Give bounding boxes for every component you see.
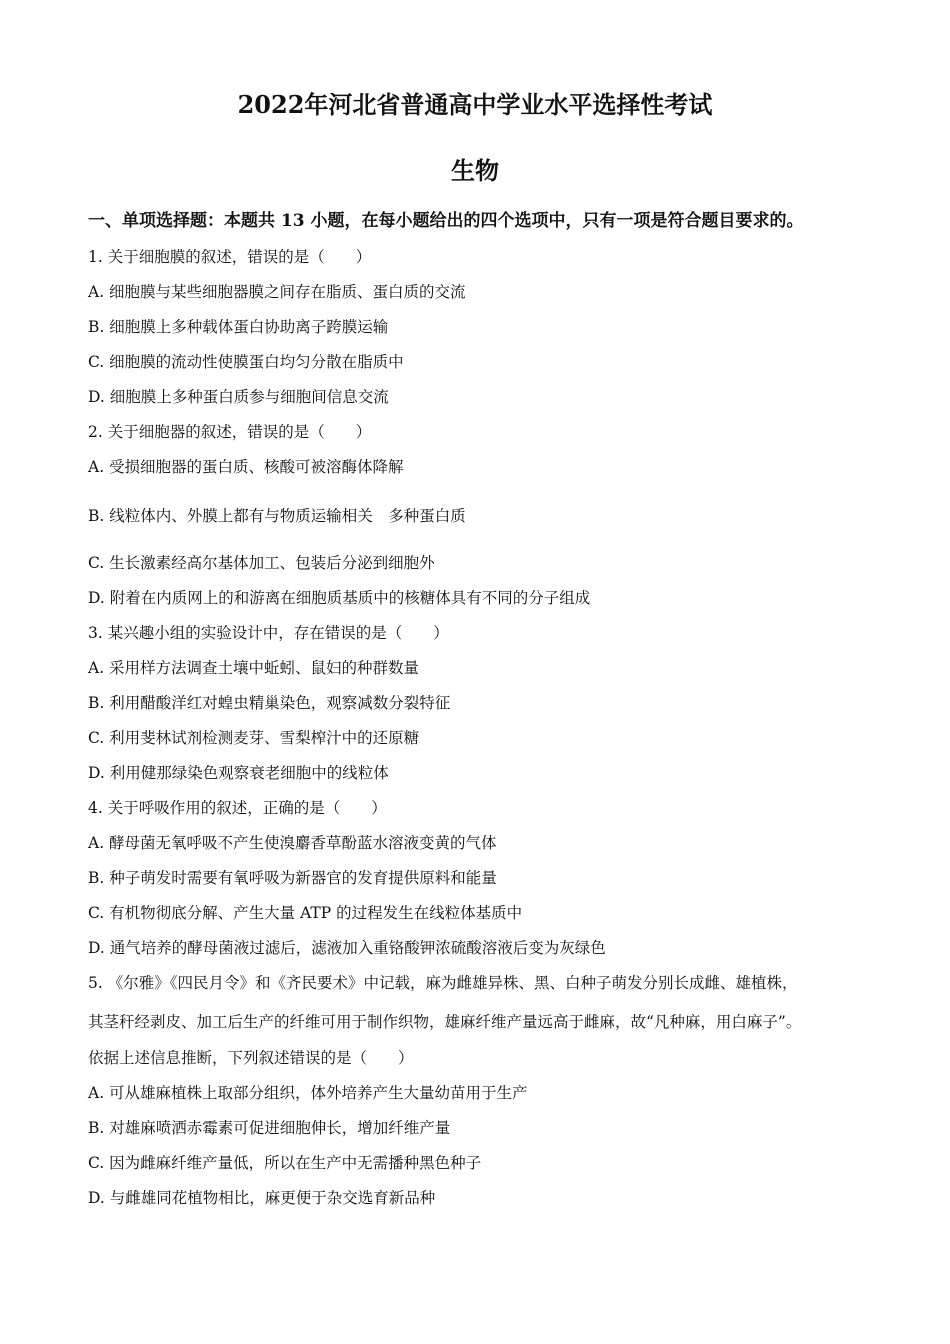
question-2-option-b: B. 线粒体内、外膜上都有与物质运输相关 多种蛋白质 (88, 507, 466, 525)
section-heading: 一、单项选择题：本题共 13 小题，在每小题给出的四个选项中，只有一项是符合题目要求的。 (88, 211, 804, 231)
question-4-option-b: B. 种子萌发时需要有氧呼吸为新器官的发育提供原料和能量 (88, 869, 497, 887)
question-3-option-c: C. 利用斐林试剂检测麦芽、雪梨榨汁中的还原糖 (88, 729, 420, 747)
question-5-option-a: A. 可从雄麻植株上取部分组织，体外培养产生大量幼苗用于生产 (88, 1084, 528, 1102)
question-4-stem: 4. 关于呼吸作用的叙述，正确的是（ ） (88, 799, 387, 817)
question-4-option-c: C. 有机物彻底分解、产生大量 ATP 的过程发生在线粒体基质中 (88, 904, 523, 922)
question-4-option-d: D. 通气培养的酵母菌液过滤后，滤液加入重铬酸钾浓硫酸溶液后变为灰绿色 (88, 939, 606, 957)
question-5-stem-line-2: 其茎秆经剥皮、加工后生产的纤维可用于制作织物，雄麻纤维产量远高于雌麻，故“凡种麻，用白麻子”。 (88, 1013, 802, 1031)
exam-title: 2022年河北省普通高中学业水平选择性考试 (237, 90, 713, 119)
question-5-option-d: D. 与雌雄同花植物相比，麻更便于杂交选育新品种 (88, 1189, 436, 1207)
question-3-option-a: A. 采用样方法调查土壤中蚯蚓、鼠妇的种群数量 (88, 659, 420, 677)
question-5-stem-line-1: 5. 《尔雅》《四民月令》和《齐民要术》中记载，麻为雌雄异株、黑、白种子萌发分别长成雌、雄植株， (88, 974, 798, 992)
question-5-option-c: C. 因为雌麻纤维产量低，所以在生产中无需播种黑色种子 (88, 1154, 482, 1172)
question-2-option-c: C. 生长激素经高尔基体加工、包装后分泌到细胞外 (88, 554, 435, 572)
question-4-option-a: A. 酵母菌无氧呼吸不产生使溴麝香草酚蓝水溶液变黄的气体 (88, 834, 497, 852)
question-1-option-b: B. 细胞膜上多种载体蛋白协助离子跨膜运输 (88, 318, 389, 336)
question-5-stem-line-3: 依据上述信息推断，下列叙述错误的是（ ） (88, 1049, 414, 1067)
question-3-stem: 3. 某兴趣小组的实验设计中，存在错误的是（ ） (88, 624, 449, 642)
question-1-option-d: D. 细胞膜上多种蛋白质参与细胞间信息交流 (88, 388, 389, 406)
question-5-option-b: B. 对雄麻喷洒赤霉素可促进细胞伸长，增加纤维产量 (88, 1119, 451, 1137)
subject-title: 生物 (451, 156, 499, 185)
question-3-option-d: D. 利用健那绿染色观察衰老细胞中的线粒体 (88, 764, 389, 782)
question-1-stem: 1. 关于细胞膜的叙述，错误的是（ ） (88, 248, 372, 266)
question-1-option-a: A. 细胞膜与某些细胞器膜之间存在脂质、蛋白质的交流 (88, 283, 466, 301)
question-1-option-c: C. 细胞膜的流动性使膜蛋白均匀分散在脂质中 (88, 353, 404, 371)
question-3-option-b: B. 利用醋酸洋红对蝗虫精巢染色，观察减数分裂特征 (88, 694, 451, 712)
question-2-option-a: A. 受损细胞器的蛋白质、核酸可被溶酶体降解 (88, 458, 404, 476)
question-2-option-d: D. 附着在内质网上的和游离在细胞质基质中的核糖体具有不同的分子组成 (88, 589, 591, 607)
question-2-stem: 2. 关于细胞器的叙述，错误的是（ ） (88, 423, 372, 441)
